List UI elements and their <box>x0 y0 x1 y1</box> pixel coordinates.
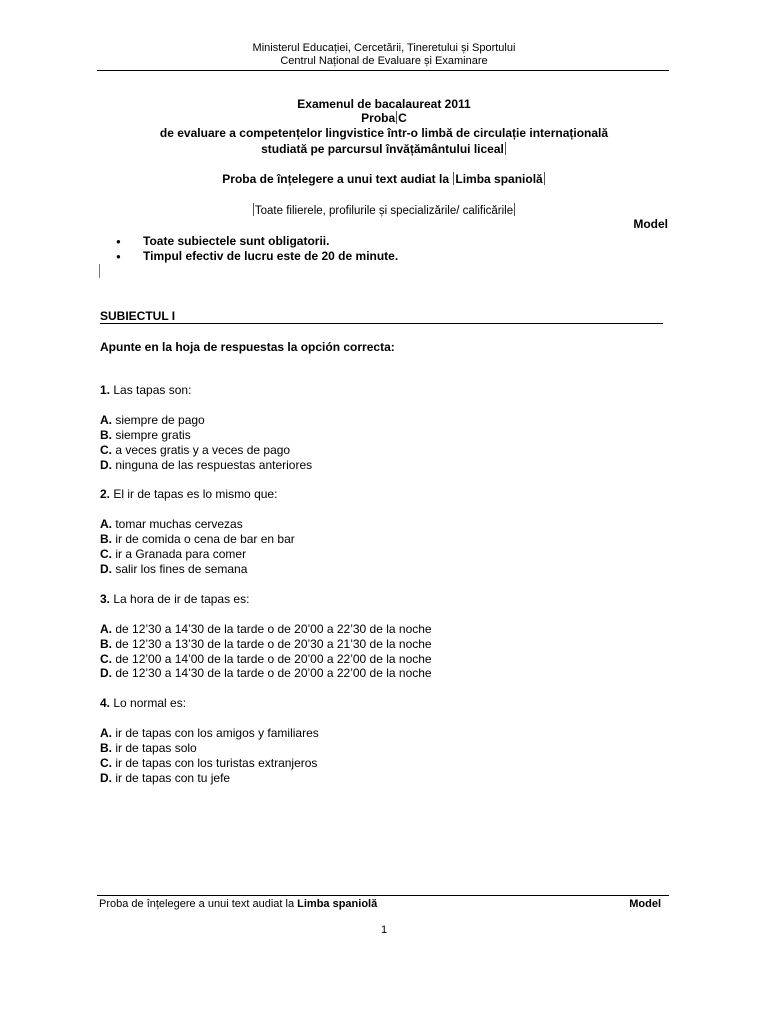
section-instruction: Apunte en la hoja de respuestas la opción correcta: <box>100 340 395 354</box>
option-letter: C. <box>100 756 112 770</box>
option-3a <box>100 622 432 637</box>
footer-model: Model <box>629 898 661 910</box>
question-text: Lo normal es: <box>110 696 187 710</box>
option-4a <box>100 726 319 741</box>
option-letter: B. <box>100 637 112 651</box>
question-3 <box>100 592 249 607</box>
exam-title: Examenul de bacalaureat 2011 <box>297 97 471 111</box>
option-text: de 12’30 a 14’30 de la tarde o de 20’00 a 22’30 de la noche <box>112 622 432 636</box>
header-center: Centrul Național de Evaluare și Examinare <box>280 55 488 67</box>
option-letter: D. <box>100 562 112 576</box>
page-number: 1 <box>380 924 388 936</box>
footer-text: Proba de înțelegere a unui text audiat la <box>99 898 298 910</box>
option-4d <box>100 771 230 786</box>
option-letter: A. <box>100 726 112 740</box>
option-text: ninguna de las respuestas anteriores <box>112 458 313 472</box>
question-1 <box>100 383 191 398</box>
proba-label: Proba <box>361 111 396 125</box>
language-name: Limba spaniolă <box>455 172 543 186</box>
option-text: salir los fines de semana <box>112 562 248 576</box>
option-3c <box>100 652 432 667</box>
question-text: Las tapas son: <box>110 383 192 397</box>
bullet-icon: ● <box>116 252 121 261</box>
model-label: Model <box>633 217 668 231</box>
option-text: ir de tapas con tu jefe <box>112 771 231 785</box>
option-letter: D. <box>100 458 112 472</box>
option-text: ir de tapas con los turistas extranjeros <box>112 756 318 770</box>
option-text: ir a Granada para comer <box>112 547 247 561</box>
option-text: siempre de pago <box>112 413 205 427</box>
option-3d <box>100 666 432 681</box>
exam-subtitle-2-text: studiată pe parcursul învățământului liceal <box>261 142 504 156</box>
option-text: siempre gratis <box>112 428 191 442</box>
instruction-text: Toate subiectele sunt obligatorii. <box>143 234 330 248</box>
option-letter: C. <box>100 443 112 457</box>
header-rule <box>97 70 669 71</box>
edit-mark <box>505 142 506 155</box>
question-number: 4. <box>100 696 111 710</box>
question-4 <box>100 696 186 711</box>
option-letter: B. <box>100 428 112 442</box>
option-1b <box>100 428 191 443</box>
header-ministry: Ministerul Educației, Cercetării, Tineretului și Sportului <box>252 42 516 54</box>
bullet-icon: ● <box>116 237 121 246</box>
filiere-text: Toate filierele, profilurile și specializările/ calificările <box>254 205 514 217</box>
option-text: tomar muchas cervezas <box>112 517 243 531</box>
option-letter: D. <box>100 771 112 785</box>
edit-mark <box>99 264 100 278</box>
option-4b <box>100 741 197 756</box>
option-letter: A. <box>100 413 112 427</box>
option-letter: A. <box>100 517 112 531</box>
option-text: de 12’30 a 14’30 de la tarde o de 20’00 a 22’00 de la noche <box>112 666 432 680</box>
exam-subtitle: de evaluare a competențelor lingvistice într-o limbă de circulație internațională <box>159 126 609 140</box>
exam-subtitle-2 <box>0 142 768 156</box>
option-text: ir de comida o cena de bar en bar <box>112 532 295 546</box>
question-number: 3. <box>100 592 111 606</box>
option-text: de 12’00 a 14’00 de la tarde o de 20’00 a 22’00 de la noche <box>112 652 432 666</box>
option-letter: B. <box>100 741 112 755</box>
instruction-text: Timpul efectiv de lucru este de 20 de minute. <box>143 249 399 263</box>
question-text: La hora de ir de tapas es: <box>110 592 250 606</box>
question-number: 1. <box>100 383 111 397</box>
edit-mark <box>514 203 515 216</box>
edit-mark <box>544 172 545 185</box>
option-letter: B. <box>100 532 112 546</box>
option-1c <box>100 443 290 458</box>
option-1a <box>100 413 205 428</box>
test-name-text: Proba de înțelegere a unui text audiat la <box>222 172 450 186</box>
proba-letter: C <box>398 111 407 125</box>
option-2d <box>100 562 247 577</box>
footer-language: Limba spaniolă <box>297 898 378 910</box>
option-3b <box>100 637 432 652</box>
option-letter: C. <box>100 652 112 666</box>
section-rule <box>100 323 663 324</box>
option-text: de 12’30 a 13’30 de la tarde o de 20’30 a 21’30 de la noche <box>112 637 432 651</box>
option-text: ir de tapas con los amigos y familiares <box>112 726 319 740</box>
filiere-line <box>0 203 768 217</box>
question-text: El ir de tapas es lo mismo que: <box>110 487 278 501</box>
option-4c <box>100 756 317 771</box>
option-2b <box>100 532 295 547</box>
question-2 <box>100 487 277 502</box>
question-number: 2. <box>100 487 111 501</box>
option-2a <box>100 517 243 532</box>
option-text: a veces gratis y a veces de pago <box>112 443 291 457</box>
edit-mark <box>253 203 254 216</box>
footer-test-name <box>99 898 377 911</box>
footer-rule <box>97 895 669 896</box>
test-name <box>0 172 768 186</box>
option-2c <box>100 547 246 562</box>
option-letter: D. <box>100 666 112 680</box>
option-text: ir de tapas solo <box>112 741 197 755</box>
option-letter: C. <box>100 547 112 561</box>
option-1d <box>100 458 312 473</box>
section-heading: SUBIECTUL I <box>100 309 176 323</box>
exam-proba <box>0 111 768 125</box>
option-letter: A. <box>100 622 112 636</box>
